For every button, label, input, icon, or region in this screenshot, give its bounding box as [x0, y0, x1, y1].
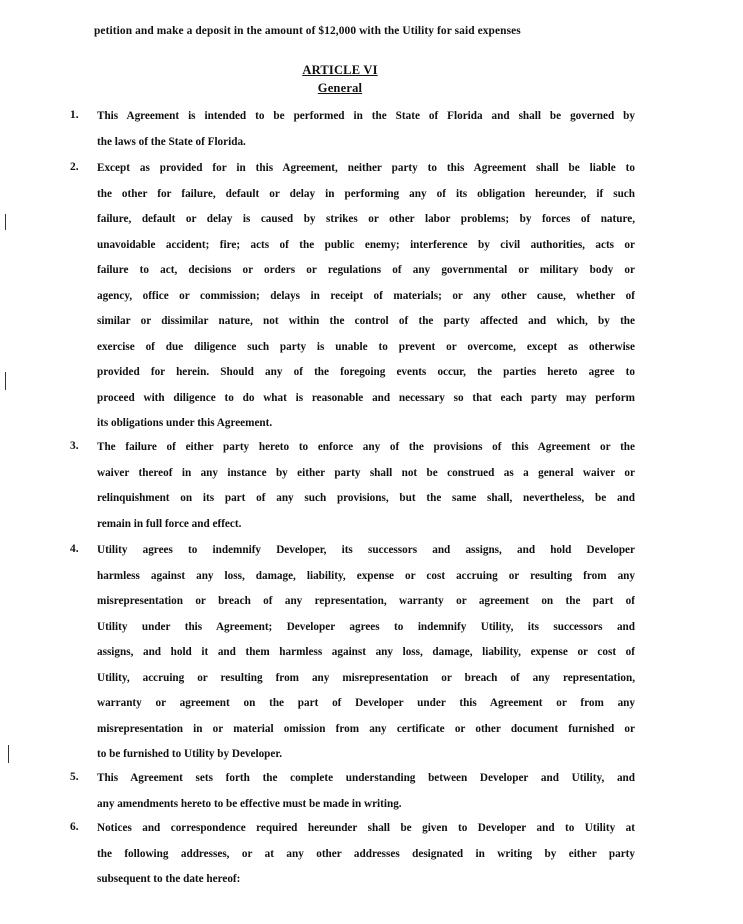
- item-line: assigns, and hold it and them harmless against any loss, damage, liability, expense or cost of: [97, 646, 635, 658]
- item-number: 4.: [70, 543, 79, 555]
- item-body: [97, 109, 635, 160]
- item-line: the other for failure, default or delay in performing any of its obligation hereunder, if such: [97, 187, 635, 200]
- item-line: waiver thereof in any instance by either party shall not be construed as a general waiver or: [97, 466, 635, 479]
- item-line: Utility, accruing or resulting from any misrepresentation or breach of any representation,: [97, 671, 635, 684]
- item-body: [97, 771, 635, 822]
- item-line: proceed with diligence to do what is reasonable and necessary so that each party may perform: [97, 391, 635, 404]
- item-number: 5.: [70, 771, 79, 783]
- item-number: 6.: [70, 821, 79, 833]
- item-line: The failure of either party hereto to enforce any of the provisions of this Agreement or the: [97, 441, 635, 453]
- item-line: any amendments hereto to be effective must be made in writing.: [97, 797, 402, 810]
- scan-speck: [5, 372, 6, 390]
- scan-speck: [5, 214, 6, 230]
- item-line: remain in full force and effect.: [97, 517, 242, 530]
- item-body: [97, 543, 635, 773]
- item-line: provided for herein. Should any of the foregoing events occur, the parties hereto agree to: [97, 366, 635, 378]
- item-number: 2.: [70, 161, 79, 173]
- item-line: Utility agrees to indemnify Developer, its successors and assigns, and hold Developer: [97, 544, 635, 556]
- section-heading: General: [317, 81, 363, 95]
- item-line: Except as provided for in this Agreement, neither party to this Agreement shall be liable to: [97, 162, 635, 174]
- item-line: This Agreement sets forth the complete understanding between Developer and Utility, and: [97, 772, 635, 784]
- item-number: 1.: [70, 109, 79, 121]
- item-line: relinquishment on its part of any such provisions, but the same shall, nevertheless, be and: [97, 492, 635, 504]
- scan-speck: [8, 745, 9, 763]
- intro-line: petition and make a deposit in the amount of $12,000 with the Utility for said expenses: [94, 25, 521, 37]
- item-line: its obligations under this Agreement.: [97, 417, 273, 429]
- item-body: [97, 440, 635, 542]
- item-line: agency, office or commission; delays in receipt of materials; or any other cause, whether of: [97, 289, 635, 302]
- article-heading: ARTICLE VI: [302, 63, 378, 77]
- item-line: exercise of due diligence such party is unable to prevent or overcome, except as otherwise: [97, 340, 635, 353]
- item-line: Utility under this Agreement; Developer agrees to indemnify Utility, its successors and: [97, 620, 635, 633]
- item-line: subsequent to the date hereof:: [97, 873, 241, 885]
- item-body: [97, 821, 635, 898]
- item-number: 3.: [70, 440, 79, 452]
- item-line: Notices and correspondence required hereunder shall be given to Developer and to Utility at: [97, 822, 635, 834]
- item-line: similar or dissimilar nature, not within the control of the party affected and which, by the: [97, 315, 635, 327]
- item-line: to be furnished to Utility by Developer.: [97, 748, 283, 760]
- item-body: [97, 161, 635, 442]
- item-line: unavoidable accident; fire; acts of the public enemy; interference by civil authorities, acts or: [97, 238, 635, 251]
- item-line: harmless against any loss, damage, liability, expense or cost accruing or resulting from any: [97, 569, 635, 582]
- item-line: warranty or agreement on the part of Developer under this Agreement or from any: [97, 697, 635, 709]
- item-line: the laws of the State of Florida.: [97, 135, 246, 148]
- item-line: misrepresentation or breach of any representation, warranty or agreement on the part of: [97, 595, 635, 607]
- item-line: This Agreement is intended to be performed in the State of Florida and shall be governed by: [97, 110, 635, 122]
- item-line: the following addresses, or at any other addresses designated in writing by either party: [97, 847, 635, 860]
- item-line: misrepresentation in or material omission from any certificate or other document furnished or: [97, 722, 635, 735]
- item-line: failure, default or delay is caused by strikes or other labor problems; by forces of nature,: [97, 213, 635, 225]
- item-line: failure to act, decisions or orders or regulations of any governmental or military body or: [97, 264, 635, 276]
